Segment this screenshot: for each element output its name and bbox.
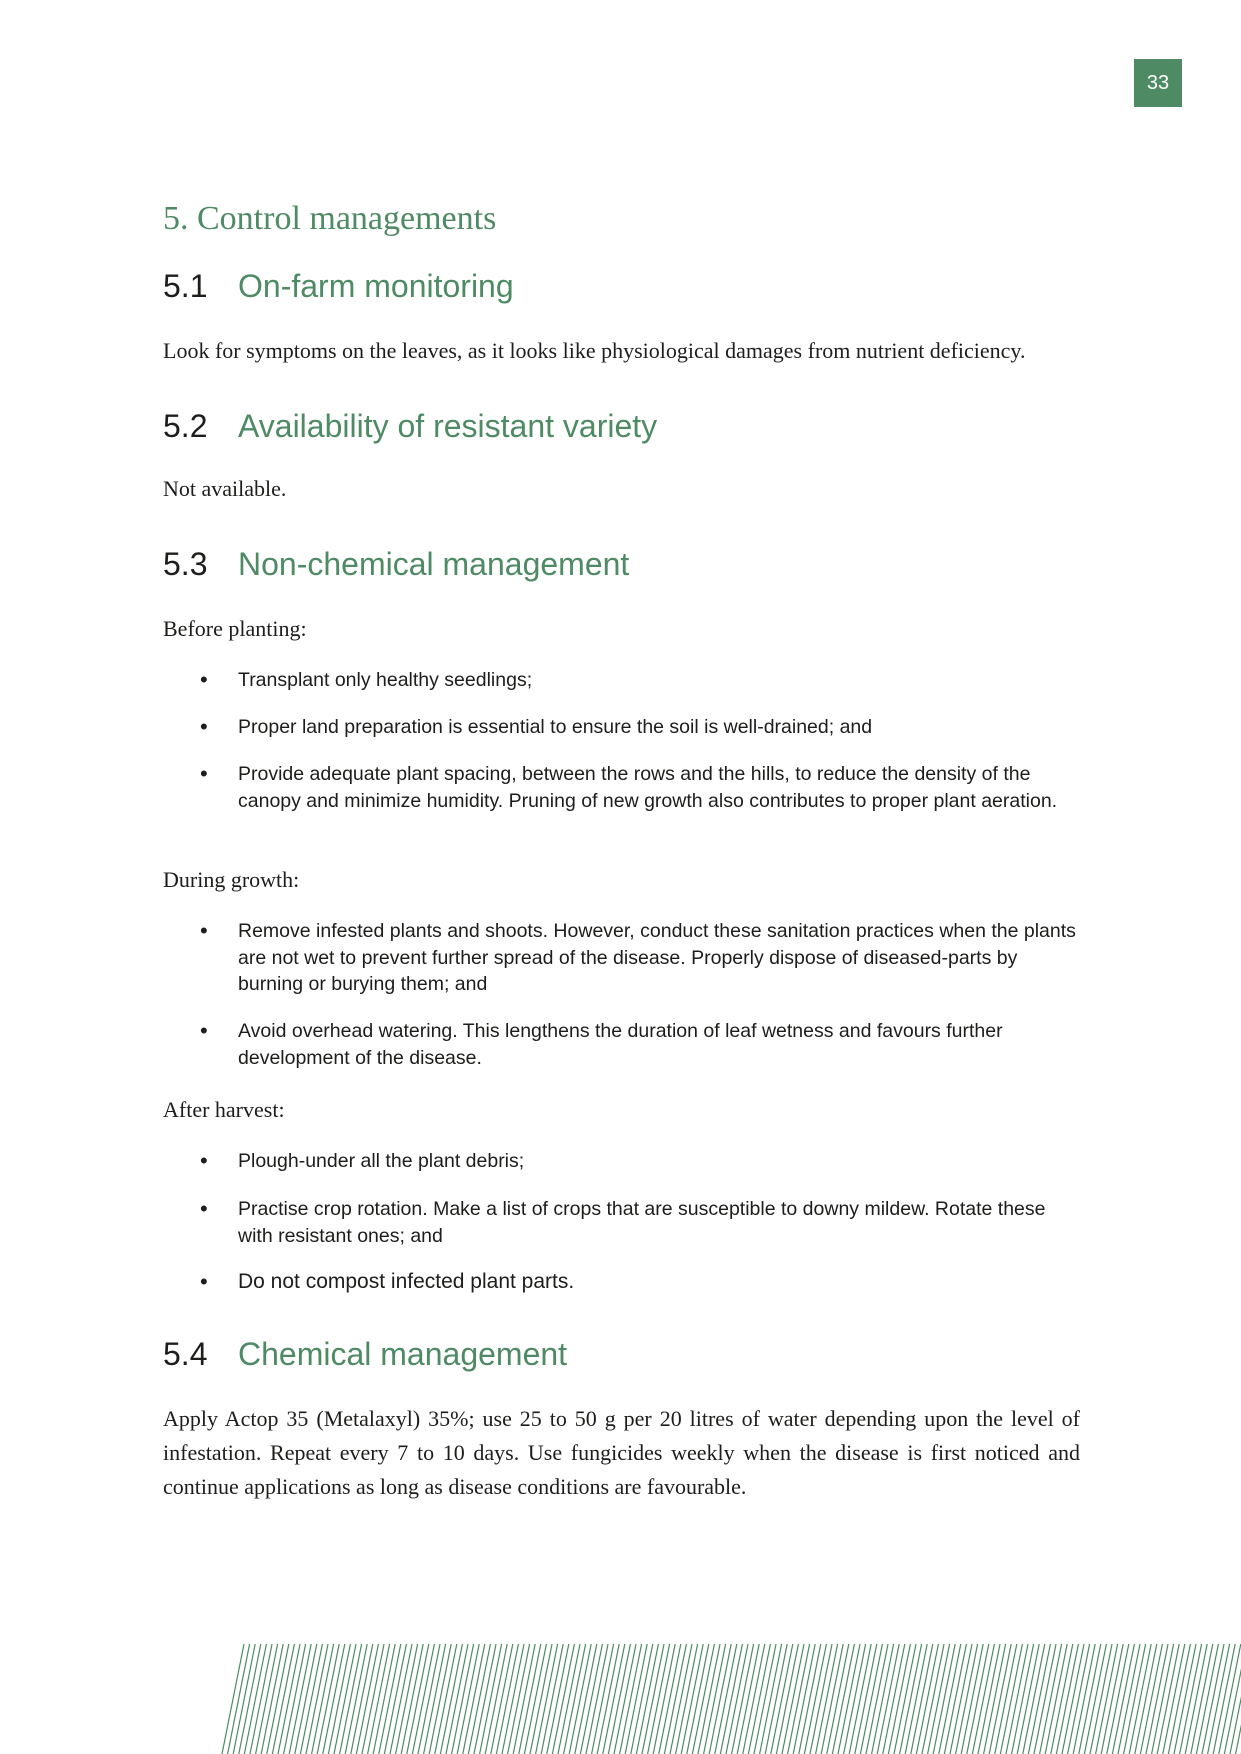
bullet-icon: •: [200, 667, 208, 692]
list-item-text: Plough-under all the plant debris;: [238, 1150, 525, 1172]
page-number-badge: 33: [1134, 59, 1182, 107]
section-title: On-farm monitoring: [238, 268, 514, 304]
section-heading-5-1: [163, 268, 514, 305]
section-title: Non-chemical management: [238, 546, 630, 582]
decorative-stripes: [220, 1644, 1241, 1754]
section-heading-5-4: [163, 1336, 567, 1373]
section-title: Chemical management: [238, 1336, 568, 1372]
bullet-icon: •: [200, 918, 208, 943]
bullet-icon: •: [200, 1269, 208, 1294]
group-label-during-growth: During growth:: [163, 867, 300, 892]
section-heading-5-2: [163, 408, 657, 445]
list-item-text: Remove infested plants and shoots. However, conduct these sanitation practices when the plants are not wet to prevent further spread of the disease. Properly dispose of diseased-parts by burning or burying them; and: [238, 920, 1076, 995]
bullet-icon: •: [200, 714, 208, 739]
section-number: 5.1: [163, 268, 208, 304]
section-5-4-text: Apply Actop 35 (Metalaxyl) 35%; use 25 to 50 g per 20 litres of water depending upon the level of infestation. Repeat every 7 to 10 days. Use fungicides weekly when the disease is first noticed and continue applications as long as disease conditions are favourable.: [163, 1406, 1080, 1499]
section-5-1-text: Look for symptoms on the leaves, as it looks like physiological damages from nutrient deficiency.: [163, 338, 1026, 363]
list-item-text: Avoid overhead watering. This lengthens the duration of leaf wetness and favours further development of the disease.: [238, 1020, 1003, 1069]
list-item-text: Proper land preparation is essential to ensure the soil is well-drained; and: [238, 716, 873, 738]
group-label-before-planting: Before planting:: [163, 616, 307, 641]
section-title: Availability of resistant variety: [238, 408, 658, 444]
chapter-title: 5. Control managements: [163, 200, 497, 237]
section-heading-5-3: [163, 546, 629, 583]
bullet-icon: •: [200, 1018, 208, 1043]
section-number: 5.3: [163, 546, 208, 582]
list-item-text: Do not compost infected plant parts.: [238, 1270, 575, 1293]
section-number: 5.2: [163, 408, 208, 444]
list-item-text: Practise crop rotation. Make a list of crops that are susceptible to downy mildew. Rotate these with resistant ones; and: [238, 1198, 1046, 1247]
section-5-2-text: Not available.: [163, 476, 287, 501]
bullet-icon: •: [200, 1196, 208, 1221]
list-item-text: Transplant only healthy seedlings;: [238, 669, 533, 691]
section-number: 5.4: [163, 1336, 208, 1372]
bullet-icon: •: [200, 761, 208, 786]
list-item-text: Provide adequate plant spacing, between the rows and the hills, to reduce the density of the canopy and minimize humidity. Pruning of new growth also contributes to proper plant aeration.: [238, 763, 1058, 812]
bullet-icon: •: [200, 1148, 208, 1173]
group-label-after-harvest: After harvest:: [163, 1097, 285, 1122]
